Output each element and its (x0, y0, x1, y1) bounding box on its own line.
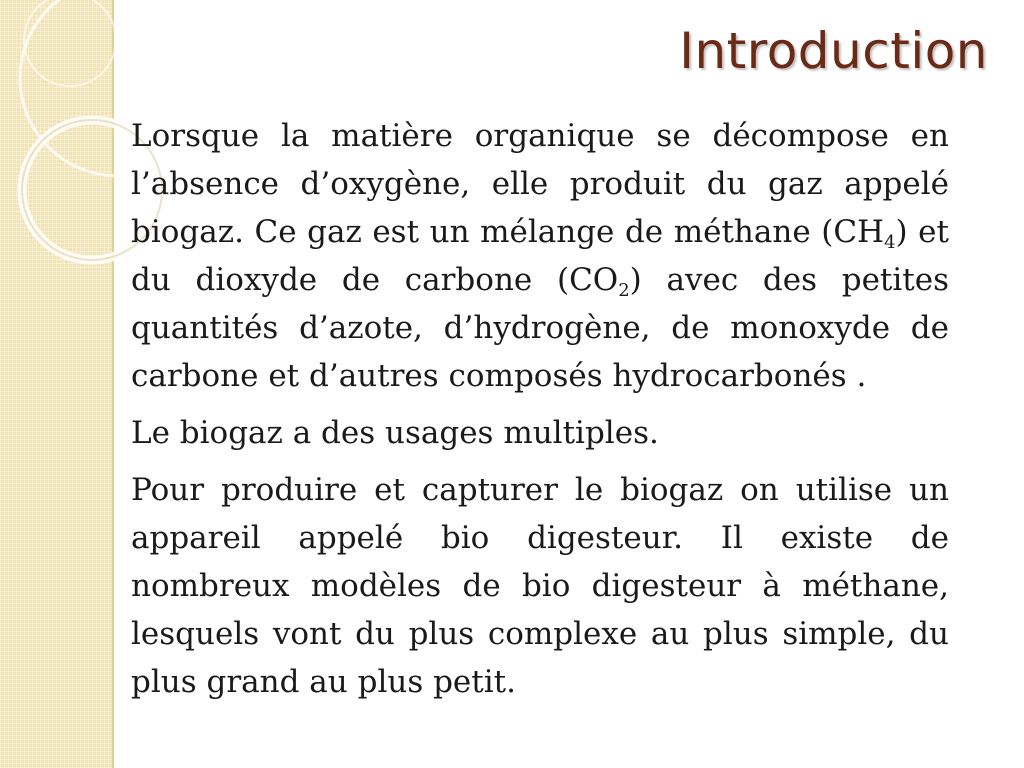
subscript-carbon-dioxide: 2 (618, 280, 630, 301)
paragraph-text-part: Lorsque la matière organique se décompose en l’absence d’oxygène, elle produit du gaz appelé biogaz. Ce gaz est un mélange de méthane (CH (131, 118, 949, 250)
paragraph-biogas-uses: Le biogaz a des usages multiples. (131, 415, 659, 451)
paragraph-text-part: ) et du dioxyde de carbone (CO (131, 214, 949, 298)
paragraph-biogas-definition (131, 112, 949, 400)
slide-title: Introduction (679, 22, 988, 80)
paragraph-bio-digester: Pour produire et capturer le biogaz on utilise un appareil appelé bio digesteur. Il existe de nombreux modèles de bio digesteur à méthane, lesquels vont du plus complexe au plus simple, du plus grand au plus petit. (131, 472, 949, 700)
slide-body (131, 112, 949, 715)
paragraph-text-part: ) avec des petites quantités d’azote, d’hydrogène, de monoxyde de carbone et d’autres composés hydrocarbonés . (131, 262, 950, 394)
subscript-methane: 4 (884, 232, 896, 253)
